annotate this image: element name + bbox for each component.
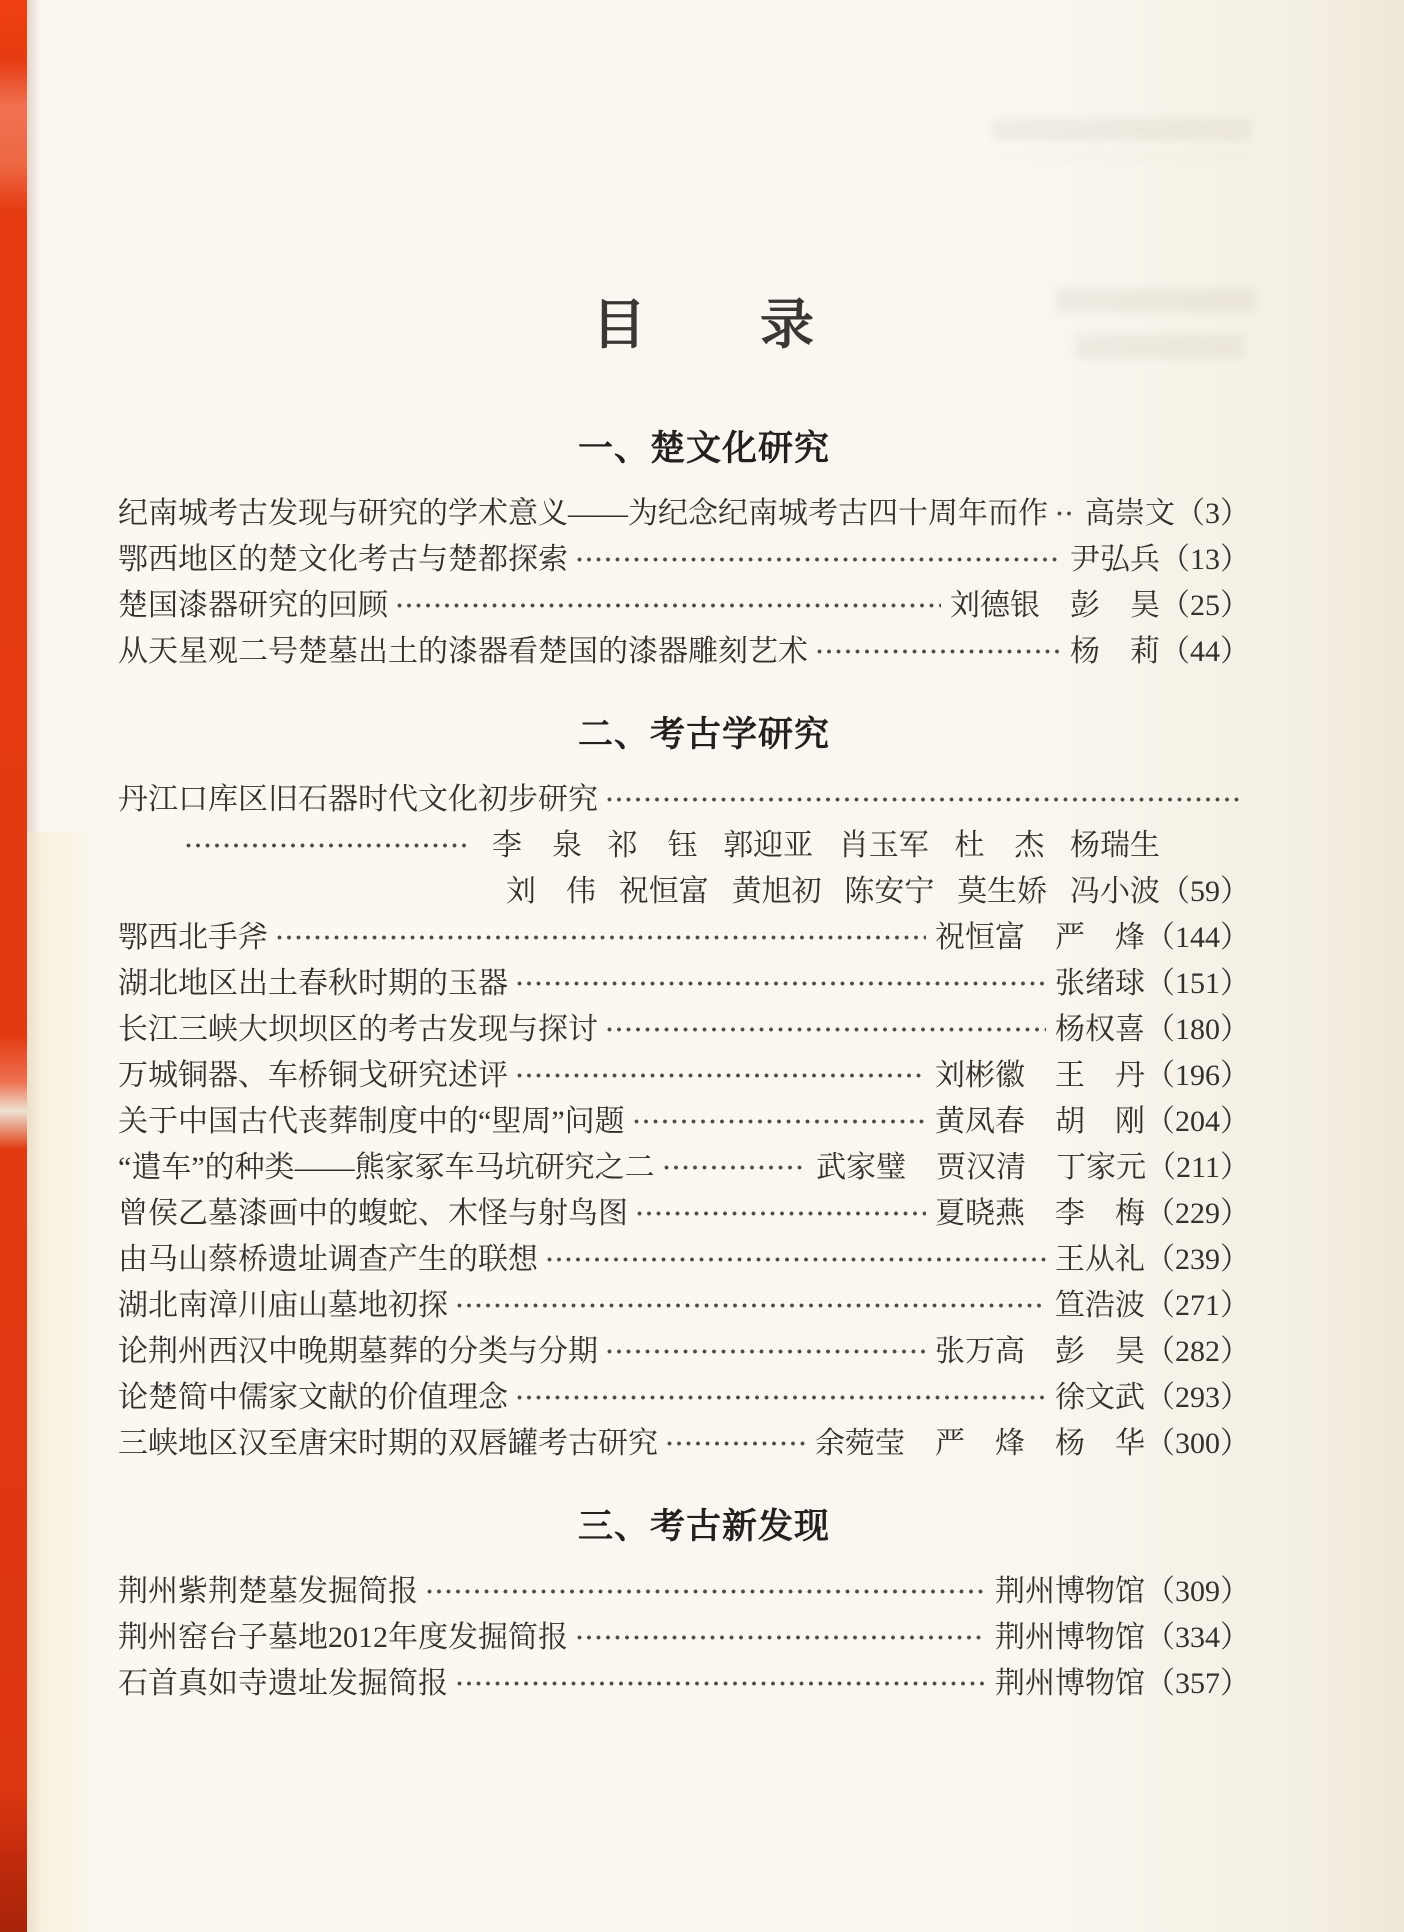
dotted-leader: [605, 795, 1241, 804]
entry-authors: 武家璧 贾汉清 丁家元: [816, 1151, 1147, 1184]
dotted-leader: [455, 1301, 1046, 1310]
entry-authors: 荆州博物馆: [995, 1621, 1145, 1654]
dotted-leader: [275, 933, 926, 942]
toc-section: [118, 421, 1250, 671]
toc-entry-row: [118, 533, 1250, 579]
toc-entry-row: [118, 1003, 1250, 1049]
toc-entry-row: [118, 579, 1250, 625]
entry-page: （59）: [1160, 875, 1250, 908]
toc-entry-row: [118, 1095, 1250, 1141]
dotted-leader: [515, 979, 1046, 988]
entry-page: （239）: [1145, 1243, 1250, 1276]
entry-title: 论荆州西汉中晚期墓葬的分类与分期: [118, 1335, 598, 1368]
entry-authors: 笪浩波: [1055, 1289, 1145, 1322]
toc-entry-row: [118, 1417, 1250, 1463]
entry-page: （282）: [1145, 1335, 1250, 1368]
toc-entry-row: [118, 1657, 1250, 1703]
toc-entry-row: [118, 1325, 1250, 1371]
entry-page: （44）: [1160, 635, 1250, 668]
section-entries: [118, 487, 1250, 671]
dotted-leader: [395, 601, 941, 610]
toc-entry-row: [118, 911, 1250, 957]
entry-title: 万城铜器、车桥铜戈研究述评: [118, 1059, 508, 1092]
entry-page: （211）: [1146, 1151, 1250, 1184]
entry-title: 石首真如寺遗址发掘简报: [118, 1667, 448, 1700]
entry-authors: 张万高 彭 昊: [935, 1335, 1145, 1368]
entry-title: 鄂西北手斧: [118, 921, 268, 954]
entry-page: （204）: [1145, 1105, 1250, 1138]
dotted-leader: [635, 1209, 926, 1218]
dotted-leader: [665, 1439, 806, 1448]
author-name: 祁 钰: [607, 829, 698, 862]
authors-continuation-row: [118, 865, 1250, 911]
entry-title: 曾侯乙墓漆画中的蝮蛇、木怪与射鸟图: [118, 1197, 628, 1230]
dotted-leader: [515, 1071, 926, 1080]
entry-title: 长江三峡大坝坝区的考古发现与探讨: [118, 1013, 598, 1046]
toc-entry-row: [118, 487, 1250, 533]
entry-page: （334）: [1145, 1621, 1250, 1654]
section-heading: 一、楚文化研究: [577, 429, 830, 468]
entry-title: 丹江口库区旧石器时代文化初步研究: [118, 783, 598, 816]
author-name: 冯小波: [1069, 875, 1160, 908]
authors-continuation-row: [118, 819, 1250, 865]
entry-authors: [506, 866, 1160, 910]
entry-page: （293）: [1145, 1381, 1250, 1414]
entry-authors: 徐文武: [1055, 1381, 1145, 1414]
entry-authors: [492, 820, 1250, 864]
section-entries: [118, 1565, 1250, 1703]
section-heading: 二、考古学研究: [577, 715, 830, 754]
author-name: 陈安宁: [844, 875, 935, 908]
entry-page: （180）: [1145, 1013, 1250, 1046]
entry-title: 鄂西地区的楚文化考古与楚都探索: [118, 543, 568, 576]
dotted-leader: [632, 1117, 926, 1126]
entry-authors: 荆州博物馆: [995, 1575, 1145, 1608]
entry-page: （300）: [1145, 1427, 1250, 1460]
toc-section: [118, 707, 1250, 1463]
entry-authors: 高崇文: [1085, 497, 1175, 530]
entry-page: （151）: [1145, 967, 1250, 1000]
entry-title: 湖北地区出土春秋时期的玉器: [118, 967, 508, 1000]
toc-section: [118, 1499, 1250, 1703]
book-edge-red-strip: [0, 0, 27, 1932]
author-name: 郭迎亚: [723, 829, 814, 862]
entry-page: （3）: [1175, 497, 1250, 530]
dotted-leader: [545, 1255, 1046, 1264]
author-name: 莫生娇: [957, 875, 1048, 908]
author-name: 肖玉军: [838, 829, 929, 862]
dotted-leader: [575, 555, 1061, 564]
entry-authors: 祝恒富 严 烽: [935, 921, 1145, 954]
dotted-leader: [425, 1587, 986, 1596]
dotted-leader: [455, 1679, 986, 1688]
dotted-leader: [605, 1347, 926, 1356]
dotted-leader: [184, 841, 466, 850]
section-entries: [118, 773, 1250, 1463]
author-name: 刘 伟: [506, 875, 596, 908]
entry-title: “遣车”的种类——熊家冢车马坑研究之二: [118, 1151, 655, 1184]
entry-authors: 刘德银 彭 昊: [950, 589, 1160, 622]
toc-entry-row: [118, 1141, 1250, 1187]
entry-page: （144）: [1145, 921, 1250, 954]
toc-content: [118, 0, 1250, 1703]
toc-entry-row: [118, 1049, 1250, 1095]
entry-authors: 余菀莹 严 烽 杨 华: [815, 1427, 1145, 1460]
toc-entry-row: [118, 625, 1250, 671]
entry-title: 楚国漆器研究的回顾: [118, 589, 388, 622]
entry-title: 关于中国古代丧葬制度中的“堲周”问题: [118, 1105, 625, 1138]
entry-authors: 夏晓燕 李 梅: [935, 1197, 1145, 1230]
dotted-leader: [1055, 509, 1076, 518]
entry-page: （271）: [1145, 1289, 1250, 1322]
section-heading: 三、考古新发现: [577, 1507, 830, 1546]
entry-authors: 王从礼: [1055, 1243, 1145, 1276]
dotted-leader: [662, 1163, 807, 1172]
toc-entry-row: [118, 1187, 1250, 1233]
entry-title: 论楚简中儒家文献的价值理念: [118, 1381, 508, 1414]
entry-authors: 张绪球: [1055, 967, 1145, 1000]
entry-page: （309）: [1145, 1575, 1250, 1608]
page-title: 目 录: [592, 295, 816, 355]
author-name: 杜 杰: [954, 829, 1045, 862]
author-name: 黄旭初: [731, 875, 822, 908]
dotted-leader: [605, 1025, 1046, 1034]
entry-authors: 黄凤春 胡 刚: [935, 1105, 1145, 1138]
page-curl-tint: [27, 832, 107, 1932]
toc-entry-row: [118, 773, 1250, 819]
entry-page: （25）: [1160, 589, 1250, 622]
entry-title: 从天星观二号楚墓出土的漆器看楚国的漆器雕刻艺术: [118, 635, 808, 668]
entry-page: （229）: [1145, 1197, 1250, 1230]
entry-title: 三峡地区汉至唐宋时期的双唇罐考古研究: [118, 1427, 658, 1460]
entry-title: 荆州紫荆楚墓发掘简报: [118, 1575, 418, 1608]
entry-authors: 刘彬徽 王 丹: [935, 1059, 1145, 1092]
entry-page: （357）: [1145, 1667, 1250, 1700]
author-name: 李 泉: [492, 829, 582, 862]
dotted-leader: [515, 1393, 1046, 1402]
dotted-leader: [575, 1633, 986, 1642]
toc-sections: [118, 421, 1250, 1703]
dotted-leader: [815, 647, 1061, 656]
entry-title: 荆州窑台子墓地2012年度发掘简报: [118, 1621, 568, 1654]
toc-entry-row: [118, 1279, 1250, 1325]
entry-authors: 杨 莉: [1070, 635, 1160, 668]
entry-title: 湖北南漳川庙山墓地初探: [118, 1289, 448, 1322]
entry-authors: 尹弘兵: [1070, 543, 1160, 576]
entry-authors: 杨权喜: [1055, 1013, 1145, 1046]
entry-title: 由马山蔡桥遗址调查产生的联想: [118, 1243, 538, 1276]
toc-entry-row: [118, 1565, 1250, 1611]
entry-title: 纪南城考古发现与研究的学术意义——为纪念纪南城考古四十周年而作: [118, 497, 1048, 530]
entry-authors: 荆州博物馆: [995, 1667, 1145, 1700]
entry-page: （13）: [1160, 543, 1250, 576]
toc-entry-row: [118, 1233, 1250, 1279]
toc-entry-row: [118, 957, 1250, 1003]
author-name: 祝恒富: [618, 875, 709, 908]
author-name: 杨瑞生: [1069, 829, 1160, 862]
entry-page: （196）: [1145, 1059, 1250, 1092]
toc-entry-row: [118, 1371, 1250, 1417]
toc-entry-row: [118, 1611, 1250, 1657]
